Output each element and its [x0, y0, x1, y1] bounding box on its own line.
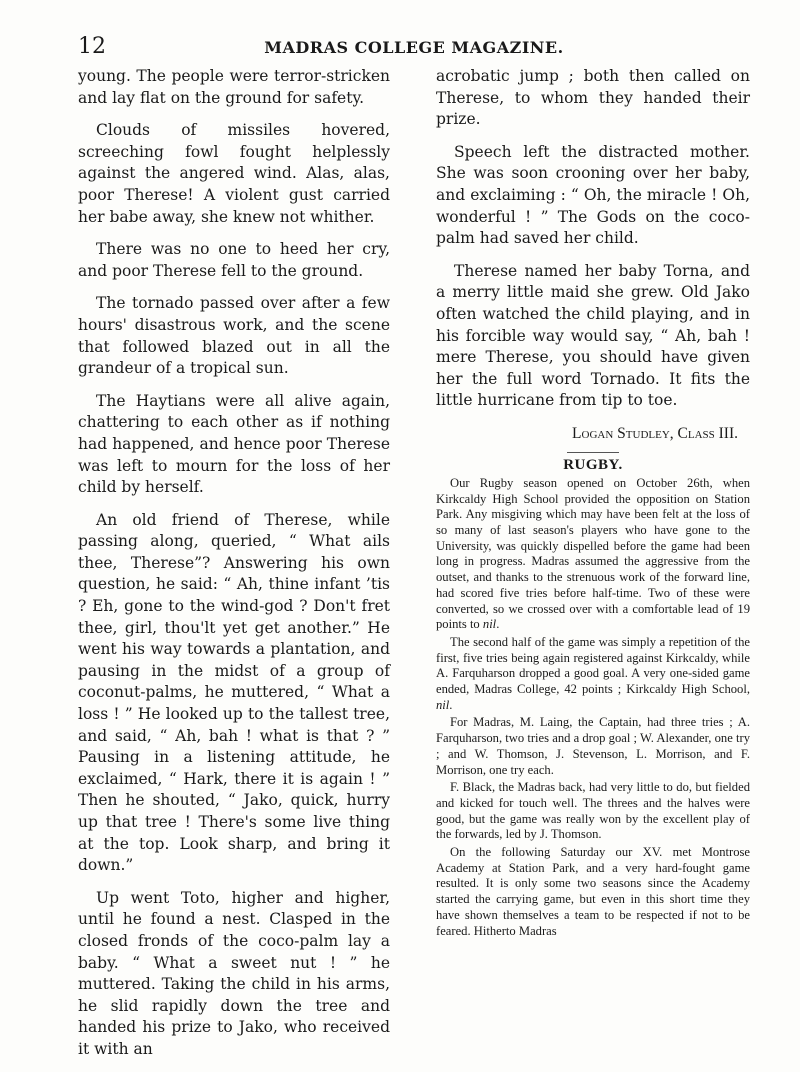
report-text: The second half of the game was simply a repetition of the first, five tries being again registered against Kirkcaldy, while A. Farquharson dropped a good goal. A very one-sided game ended, Madras College, 42 points ; Kirkcaldy High School,	[436, 634, 750, 697]
author-signature: Logan Studley, Class III.	[572, 424, 738, 442]
story-paragraph: Therese named her baby Torna, and a merry little maid she grew. Old Jako often watched the child playing, and in his forcible way would say, “ Ah, bah ! mere Therese, you should have given her the full word Tornado. It fits the little hurricane from tip to toe.	[436, 261, 750, 410]
left-column	[78, 66, 390, 1072]
story-paragraph: There was no one to heed her cry, and poor Therese fell to the ground.	[78, 240, 390, 280]
story-continuation	[436, 66, 750, 412]
story-paragraph: Speech left the distracted mother. She was soon crooning over her baby, and exclaiming : “ Oh, the miracle ! Oh, wonderful ! ” The Gods on the coco-palm had saved her child.	[436, 142, 750, 248]
section-heading: RUGBY.	[563, 456, 623, 473]
rugby-report	[436, 476, 750, 939]
section-divider	[567, 452, 619, 453]
report-text: .	[449, 697, 453, 712]
page-number: 12	[78, 34, 106, 59]
report-text-italic: nil	[436, 697, 450, 712]
report-paragraph: On the following Saturday our XV. met Montrose Academy at Station Park, and a very hard-fought game resulted. It is only some two seasons since the Academy started the carrying game, but even in this short time they have shown themselves a team to be respected if not to be feared. Hitherto Madras	[436, 845, 750, 938]
right-column	[436, 66, 750, 1072]
story-paragraph: young. The people were terror-stricken and lay flat on the ground for safety.	[78, 67, 390, 107]
page-header	[78, 34, 750, 66]
report-text-italic: nil	[482, 617, 497, 632]
story-paragraph: Clouds of missiles hovered, screeching fowl fought helplessly against the angered wind. Alas, alas, poor Therese! A violent gust carried her babe away, she knew not whither.	[78, 121, 390, 226]
report-paragraph: F. Black, the Madras back, had very little to do, but fielded and kicked for touch well. The threes and the halves were good, but the game was really won by the excellent play of the forwards, led by J. Thomson.	[436, 780, 750, 842]
report-text: Our Rugby season opened on October 26th, when Kirkcaldy High School provided the opposition on Station Park. Any misgiving which may have been felt at the loss of so many of last season's players who have gone to the University, was quickly dispelled before the game had been long in progress. Madras assumed the aggressive from the outset, and thanks to the strenuous work of the forward line, had scored five tries before half-time. Two of these were converted, so we crossed over with a comfortable lead of 19 points to	[436, 475, 750, 632]
story-paragraph: The tornado passed over after a few hours' disastrous work, and the scene that followed blazed out in all the grandeur of a tropical sun.	[78, 294, 390, 378]
report-paragraph	[436, 635, 750, 714]
story-paragraph: The Haytians were all alive again, chattering to each other as if nothing had happened, and hence poor Therese was left to mourn for the loss of her child by herself.	[78, 391, 390, 497]
journal-title: MADRAS COLLEGE MAGAZINE.	[264, 38, 564, 57]
report-text: .	[496, 617, 500, 632]
story-paragraph: Up went Toto, higher and higher, until he found a nest. Clasped in the closed fronds of the coco-palm lay a baby. “ What a sweet nut ! ” he muttered. Taking the child in his arms, he slid rapidly down the tree and handed his prize to Jako, who received it with an	[78, 888, 390, 1058]
report-paragraph: For Madras, M. Laing, the Captain, had three tries ; A. Farquharson, two tries and a drop goal ; W. Alexander, one try ; and W. Thomson, J. Stevenson, L. Morrison, and F. Morrison, one try each.	[436, 715, 750, 777]
story-paragraph: An old friend of Therese, while passing along, queried, “ What ails thee, Therese”? Answering his own question, he said: “ Ah, thine infant ’tis ? Eh, gone to the wind-god ? Don't fret thee, girl, thou'lt yet get another.” He went his way towards a plantation, and pausing in the midst of a group of coconut-palms, he muttered, “ What a loss ! ” He looked up to the tallest tree, and said, “ Ah, bah ! what is that ? ” Pausing in a listening attitude, he exclaimed, “ Hark, there it is again ! ” Then he shouted, “ Jako, quick, hurry up that tree ! There's some live thing at the top. Look sharp, and bring it down.”	[78, 510, 390, 875]
two-column-body	[78, 66, 750, 1072]
story-paragraph: acrobatic jump ; both then called on Therese, to whom they handed their prize.	[436, 67, 750, 129]
report-paragraph	[436, 476, 750, 633]
